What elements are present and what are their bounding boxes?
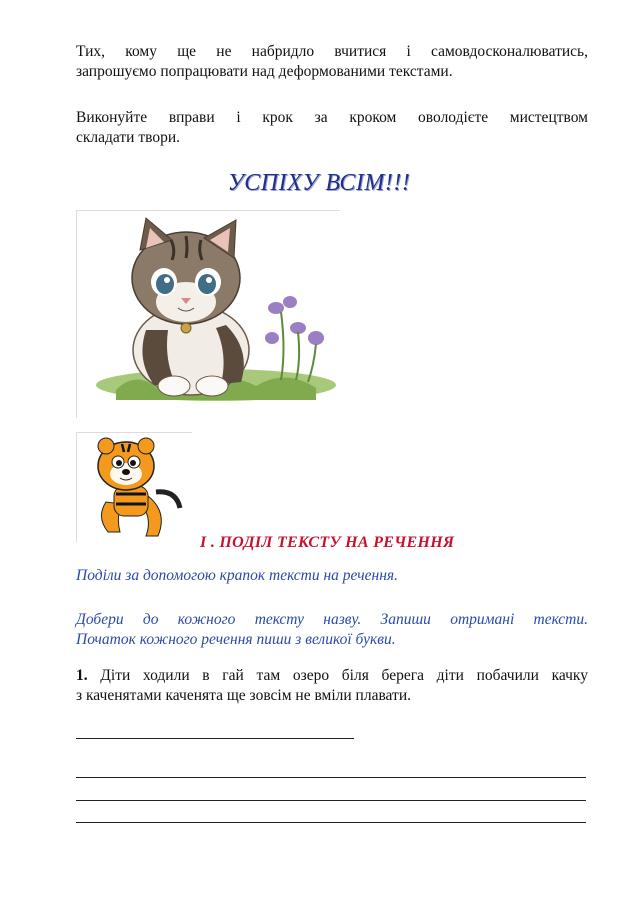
intro-line-1: Тих, кому ще не набридло вчитися і самовдосконалюватись, [76, 43, 588, 60]
section-heading: І . ПОДІЛ ТЕКСТУ НА РЕЧЕННЯ [200, 534, 455, 551]
exercise-text-1: Діти ходили в гай там озеро біля берега діти побачили качку [87, 667, 588, 684]
intro-line-2: запрошуємо попрацювати над деформованими текстами. [76, 63, 453, 80]
answer-line-1[interactable] [76, 777, 586, 778]
exercise-line-1 [76, 666, 588, 686]
answer-line-2[interactable] [76, 800, 586, 801]
kitten-illustration [76, 210, 340, 418]
intro-line-4: складати твори. [76, 129, 180, 146]
task-instruction-3: Початок кожного речення пиши з великої букви. [76, 631, 396, 648]
exercise-number: 1. [76, 667, 88, 684]
task-instruction-1: Поділи за допомогою крапок тексти на речення. [76, 567, 398, 584]
answer-line-title[interactable] [76, 738, 354, 739]
task-instruction-2: Добери до кожного тексту назву. Запиши отримані тексти. [76, 611, 588, 628]
tiger-cub-illustration [76, 432, 192, 542]
intro-line-3: Виконуйте вправи і крок за кроком оволодієте мистецтвом [76, 109, 588, 126]
slogan: УСПІХУ ВСІМ!!! [227, 170, 411, 196]
exercise-line-2: з каченятами каченята ще зовсім не вміли плавати. [76, 687, 411, 704]
answer-line-3[interactable] [76, 822, 586, 823]
